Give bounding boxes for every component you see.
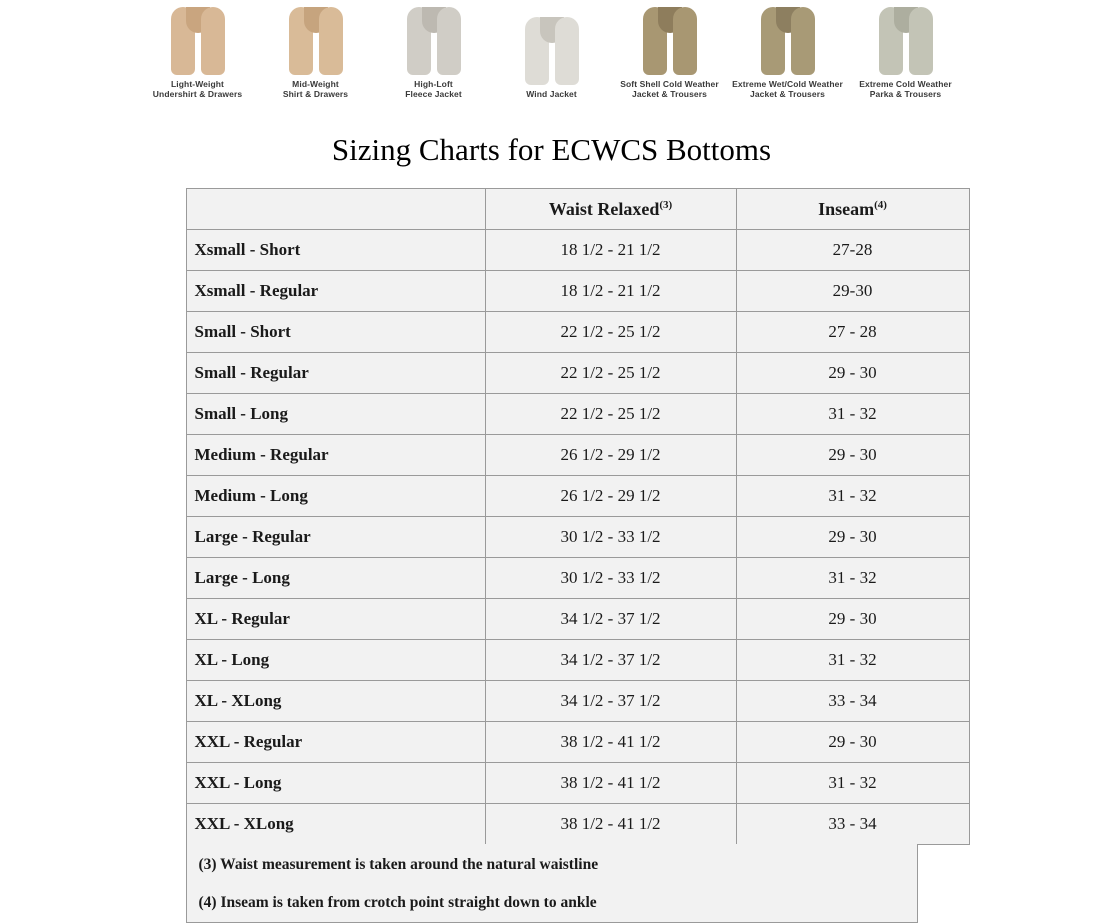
layer-extreme-wet-cold-caption	[732, 79, 843, 100]
layer-mid-weight-image	[286, 7, 346, 75]
cell-waist-relaxed: 38 1/2 - 41 1/2	[485, 804, 736, 845]
layer-wind-jacket-caption	[526, 89, 577, 100]
cell-size-label: Large - Regular	[186, 517, 485, 558]
garment-silhouette-icon	[524, 17, 580, 85]
sizing-table-container	[186, 188, 918, 845]
caption-line-2: Shirt & Drawers	[282, 89, 349, 100]
layer-soft-shell	[611, 0, 729, 100]
layer-soft-shell-image	[640, 7, 700, 75]
cell-waist-relaxed: 34 1/2 - 37 1/2	[485, 681, 736, 722]
table-head	[186, 189, 969, 230]
column-header-inseam	[736, 189, 969, 230]
layer-mid-weight	[257, 0, 375, 100]
cell-size-label: Medium - Long	[186, 476, 485, 517]
cell-size-label: XXL - XLong	[186, 804, 485, 845]
table-row	[186, 353, 969, 394]
footnotes-block	[186, 844, 918, 923]
cell-inseam: 31 - 32	[736, 763, 969, 804]
cell-waist-relaxed: 30 1/2 - 33 1/2	[485, 558, 736, 599]
cell-inseam: 31 - 32	[736, 640, 969, 681]
garment-silhouette-icon	[642, 7, 698, 75]
layer-high-loft-fleece-caption	[405, 79, 462, 100]
cell-waist-relaxed: 18 1/2 - 21 1/2	[485, 230, 736, 271]
caption-line-1: Soft Shell Cold Weather	[620, 78, 719, 89]
table-row	[186, 394, 969, 435]
cell-size-label: Small - Regular	[186, 353, 485, 394]
layer-wind-jacket-image	[522, 17, 582, 85]
page-title: Sizing Charts for ECWCS Bottoms	[331, 132, 772, 167]
table-row	[186, 722, 969, 763]
layer-wind-jacket	[493, 0, 611, 100]
caption-line-2: Jacket & Trousers	[750, 89, 825, 100]
cell-inseam: 27-28	[736, 230, 969, 271]
table-row	[186, 517, 969, 558]
cell-waist-relaxed: 22 1/2 - 25 1/2	[485, 394, 736, 435]
column-header-size	[186, 189, 485, 230]
table-row	[186, 312, 969, 353]
table-row	[186, 558, 969, 599]
cell-size-label: XL - XLong	[186, 681, 485, 722]
cell-inseam: 33 - 34	[736, 804, 969, 845]
garment-crotch-shape	[422, 7, 446, 33]
table-row	[186, 599, 969, 640]
cell-waist-relaxed: 26 1/2 - 29 1/2	[485, 476, 736, 517]
garment-crotch-shape	[776, 7, 800, 33]
layer-extreme-wet-cold-image	[758, 7, 818, 75]
column-header-waist-label: Waist Relaxed	[548, 198, 660, 219]
cell-size-label: XL - Long	[186, 640, 485, 681]
layer-light-weight-image	[168, 7, 228, 75]
column-header-waist-footnote-marker: (3)	[659, 198, 673, 211]
cell-inseam: 29 - 30	[736, 517, 969, 558]
table-row	[186, 763, 969, 804]
cell-size-label: Xsmall - Short	[186, 230, 485, 271]
cell-waist-relaxed: 38 1/2 - 41 1/2	[485, 763, 736, 804]
caption-line-1: Mid-Weight	[292, 78, 339, 89]
garment-silhouette-icon	[170, 7, 226, 75]
garment-crotch-shape	[658, 7, 682, 33]
garment-crotch-shape	[540, 17, 564, 43]
cell-inseam: 31 - 32	[736, 394, 969, 435]
cell-size-label: Medium - Regular	[186, 435, 485, 476]
cell-size-label: XL - Regular	[186, 599, 485, 640]
layer-extreme-cold-image	[876, 7, 936, 75]
cell-inseam: 29 - 30	[736, 435, 969, 476]
cell-waist-relaxed: 26 1/2 - 29 1/2	[485, 435, 736, 476]
garment-silhouette-icon	[760, 7, 816, 75]
cell-size-label: Small - Long	[186, 394, 485, 435]
layer-high-loft-fleece-image	[404, 7, 464, 75]
cell-waist-relaxed: 22 1/2 - 25 1/2	[485, 312, 736, 353]
garment-silhouette-icon	[878, 7, 934, 75]
table-row	[186, 271, 969, 312]
cell-size-label: Small - Short	[186, 312, 485, 353]
garment-crotch-shape	[894, 7, 918, 33]
layer-mid-weight-caption	[283, 79, 348, 100]
cell-size-label: Xsmall - Regular	[186, 271, 485, 312]
layer-soft-shell-caption	[620, 79, 719, 100]
garment-silhouette-icon	[288, 7, 344, 75]
cell-inseam: 29 - 30	[736, 353, 969, 394]
caption-line-1: Extreme Cold Weather	[859, 78, 952, 89]
cell-inseam: 29 - 30	[736, 722, 969, 763]
cell-inseam: 31 - 32	[736, 476, 969, 517]
table-row	[186, 804, 969, 845]
table-row	[186, 681, 969, 722]
cell-waist-relaxed: 34 1/2 - 37 1/2	[485, 640, 736, 681]
cell-inseam: 29 - 30	[736, 599, 969, 640]
cell-inseam: 29-30	[736, 271, 969, 312]
layer-extreme-cold-caption	[859, 79, 952, 100]
table-row	[186, 640, 969, 681]
caption-line-1: High-Loft	[414, 78, 453, 89]
table-header-row	[186, 189, 969, 230]
footnote-3: (3) Waist measurement is taken around the natural waistline	[198, 856, 599, 873]
layer-extreme-wet-cold	[729, 0, 847, 100]
caption-line-2: Fleece Jacket	[405, 89, 462, 100]
column-header-inseam-label: Inseam	[818, 198, 875, 219]
cell-waist-relaxed: 30 1/2 - 33 1/2	[485, 517, 736, 558]
cell-size-label: Large - Long	[186, 558, 485, 599]
cell-inseam: 27 - 28	[736, 312, 969, 353]
caption-line-2: Parka & Trousers	[869, 89, 942, 100]
caption-line-2: Jacket & Trousers	[632, 89, 707, 100]
garment-crotch-shape	[304, 7, 328, 33]
footnote-4: (4) Inseam is taken from crotch point straight down to ankle	[198, 894, 597, 911]
layer-light-weight	[139, 0, 257, 100]
caption-line-2: Undershirt & Drawers	[152, 89, 243, 100]
cell-inseam: 33 - 34	[736, 681, 969, 722]
cell-size-label: XXL - Regular	[186, 722, 485, 763]
cell-waist-relaxed: 38 1/2 - 41 1/2	[485, 722, 736, 763]
table-row	[186, 435, 969, 476]
layer-light-weight-caption	[153, 79, 242, 100]
garment-silhouette-icon	[406, 7, 462, 75]
table-row	[186, 230, 969, 271]
table-row	[186, 476, 969, 517]
cell-inseam: 31 - 32	[736, 558, 969, 599]
cell-waist-relaxed: 22 1/2 - 25 1/2	[485, 353, 736, 394]
layer-high-loft-fleece	[375, 0, 493, 100]
caption-line-1: Light-Weight	[171, 78, 224, 89]
ecwcs-layer-strip	[0, 0, 1103, 104]
column-header-inseam-footnote-marker: (4)	[874, 198, 887, 211]
cell-size-label: XXL - Long	[186, 763, 485, 804]
caption-line-1: Wind Jacket	[526, 89, 577, 100]
table-body	[186, 230, 969, 845]
column-header-waist	[485, 189, 736, 230]
ecwcs-bottoms-sizing-table	[186, 188, 970, 845]
layer-extreme-cold	[847, 0, 965, 100]
caption-line-1: Extreme Wet/Cold Weather	[732, 78, 843, 89]
cell-waist-relaxed: 18 1/2 - 21 1/2	[485, 271, 736, 312]
garment-crotch-shape	[186, 7, 210, 33]
cell-waist-relaxed: 34 1/2 - 37 1/2	[485, 599, 736, 640]
